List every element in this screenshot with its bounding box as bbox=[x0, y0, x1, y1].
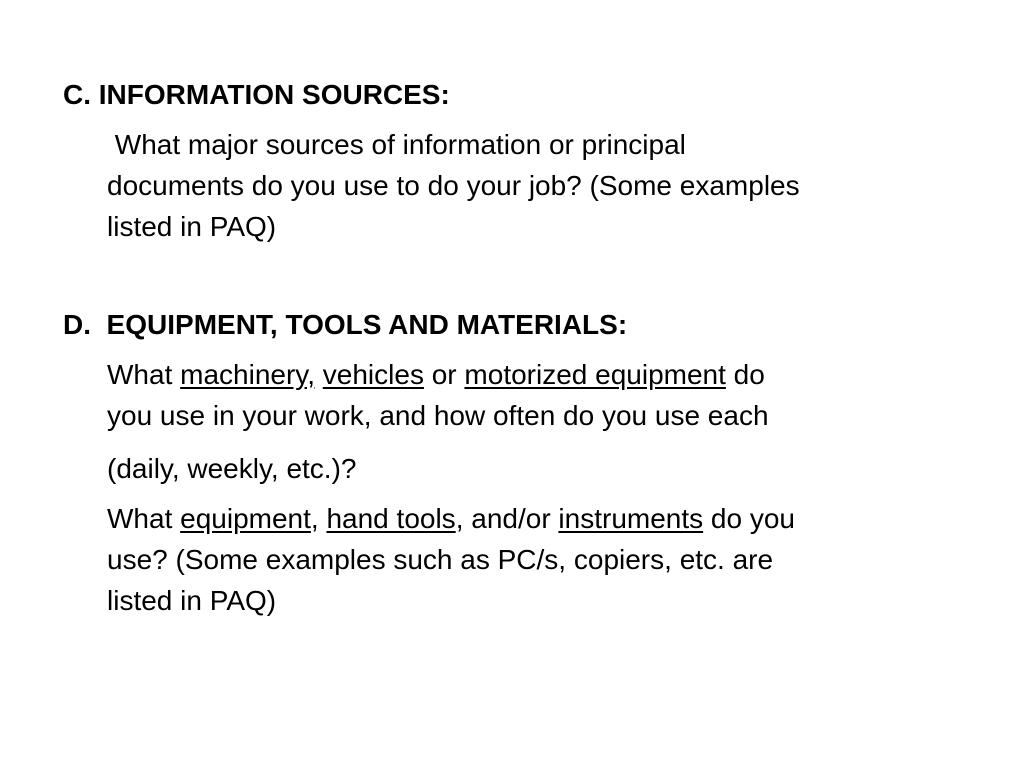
underlined-term-motorized-equipment: motorized equipment bbox=[464, 359, 726, 390]
paragraph-line bbox=[107, 498, 977, 539]
paragraph-line: you use in your work, and how often do you use each bbox=[107, 400, 769, 431]
text-segment: , bbox=[310, 503, 327, 534]
text-segment: do you bbox=[703, 503, 795, 534]
underlined-term-hand-tools: hand tools bbox=[326, 503, 456, 534]
paragraph-equipment-question bbox=[107, 498, 977, 621]
paragraph-line: listed in PAQ) bbox=[107, 585, 277, 616]
underlined-term-machinery: machinery, bbox=[180, 359, 315, 390]
heading-information-sources: C. INFORMATION SOURCES: bbox=[63, 79, 450, 110]
paragraph-line bbox=[107, 354, 977, 395]
paragraph-line: documents do you use to do your job? (Some examples bbox=[107, 170, 800, 201]
paragraph-information-sources bbox=[107, 124, 977, 247]
text-segment: What bbox=[107, 359, 181, 390]
paragraph-line: (daily, weekly, etc.)? bbox=[107, 453, 357, 484]
text-segment: do bbox=[725, 359, 765, 390]
underlined-term-instruments: instruments bbox=[558, 503, 704, 534]
underlined-term-vehicles: vehicles bbox=[322, 359, 424, 390]
underlined-term-equipment: equipment bbox=[180, 503, 311, 534]
paragraph-line: use? (Some examples such as PC/s, copiers, etc. are bbox=[107, 544, 774, 575]
text-segment: , and/or bbox=[455, 503, 559, 534]
text-segment: or bbox=[423, 359, 465, 390]
paragraph-line: listed in PAQ) bbox=[107, 211, 277, 242]
paragraph-line: What major sources of information or principal bbox=[107, 129, 686, 160]
text-segment bbox=[315, 359, 323, 390]
text-segment: What bbox=[107, 503, 181, 534]
heading-equipment-tools-materials: D. EQUIPMENT, TOOLS AND MATERIALS: bbox=[63, 309, 628, 340]
paragraph-machinery-question bbox=[107, 354, 977, 489]
